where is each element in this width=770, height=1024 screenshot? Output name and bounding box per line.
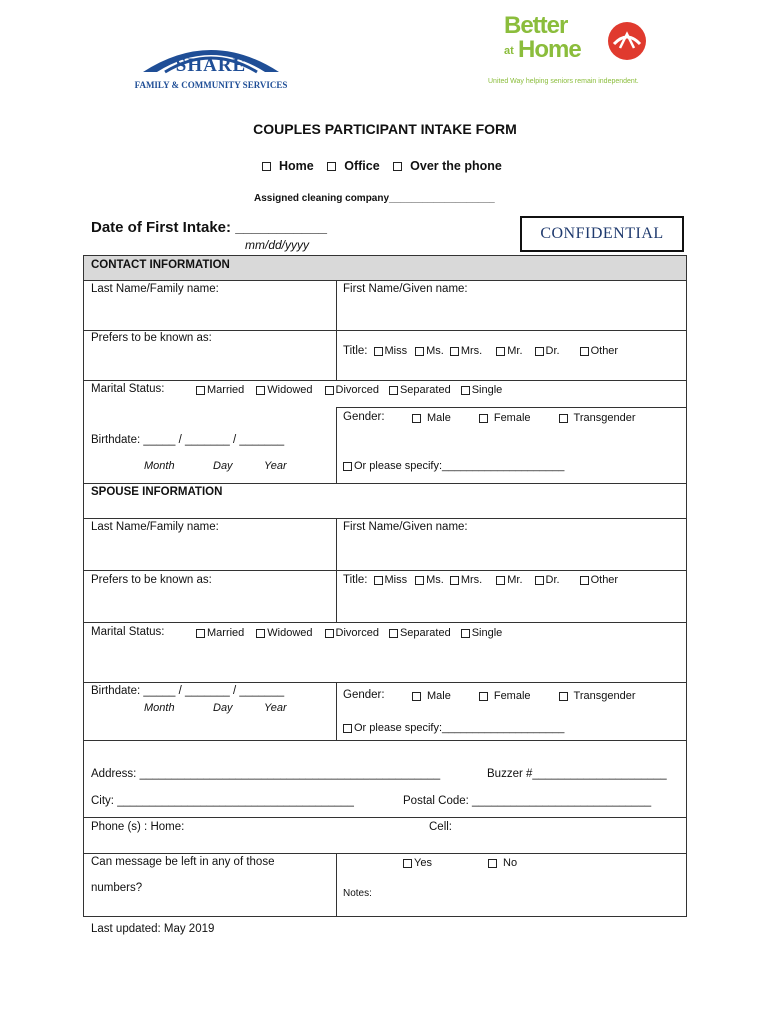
marital-option-married[interactable]: Married: [196, 384, 244, 396]
marital-option-married[interactable]: Married: [196, 627, 244, 639]
divider: [83, 380, 687, 381]
birthdate-year-label: Year: [264, 702, 287, 714]
birthdate-day-label: Day: [213, 460, 233, 472]
better-logo-line1: Better: [504, 12, 568, 39]
checkbox-icon: [256, 386, 265, 395]
spouse-first-name[interactable]: First Name/Given name:: [343, 521, 468, 533]
contact-birthdate[interactable]: Birthdate: _____ / _______ / _______: [91, 434, 285, 446]
message-question-cont: numbers?: [91, 882, 143, 894]
divider: [83, 622, 687, 623]
share-logo-name: SHARE: [175, 55, 247, 76]
contact-gender-label: Gender:: [343, 411, 385, 423]
marital-option-separated[interactable]: Separated: [389, 384, 451, 396]
marital-option-divorced[interactable]: Divorced: [325, 384, 379, 396]
buzzer-field[interactable]: Buzzer #_____________________: [487, 768, 667, 780]
assigned-cleaning-company[interactable]: Assigned cleaning company___________________: [254, 193, 495, 204]
checkbox-icon: [535, 347, 544, 356]
better-logo-at: at: [504, 45, 514, 57]
spouse-gender-label: Gender:: [343, 689, 385, 701]
checkbox-icon: [580, 347, 589, 356]
checkbox-icon: [580, 576, 589, 585]
checkbox-icon: [488, 859, 497, 868]
checkbox-icon: [559, 692, 568, 701]
date-format-hint: mm/dd/yyyy: [245, 238, 310, 252]
checkbox-icon: [412, 692, 421, 701]
divider: [83, 817, 687, 818]
contact-gender-specify[interactable]: Or please specify:____________________: [343, 460, 564, 472]
spouse-birthdate[interactable]: Birthdate: _____ / _______ / _______: [91, 685, 285, 697]
visit-options: [262, 159, 502, 174]
address-field[interactable]: Address: _______________________________________________: [91, 768, 441, 780]
birthdate-month-label: Month: [144, 702, 175, 714]
better-at-home-logo: [488, 12, 670, 92]
visit-option-home[interactable]: Home: [262, 159, 314, 173]
divider: [336, 407, 337, 483]
divider: [336, 853, 337, 917]
united-way-icon: [606, 20, 648, 62]
divider: [83, 518, 687, 519]
marital-option-divorced[interactable]: Divorced: [325, 627, 379, 639]
checkbox-icon: [343, 462, 352, 471]
marital-option-widowed[interactable]: Widowed: [256, 627, 312, 639]
checkbox-icon: [256, 629, 265, 638]
checkbox-icon: [496, 576, 505, 585]
united-way-tagline: United Way helping seniors remain independent.: [488, 78, 639, 85]
checkbox-icon: [535, 576, 544, 585]
message-option-no[interactable]: No: [488, 857, 517, 869]
phone-home-field[interactable]: Phone (s) : Home:: [91, 821, 185, 833]
divider: [336, 407, 687, 408]
contact-prefers-name[interactable]: Prefers to be known as:: [91, 332, 212, 344]
gender-option-female[interactable]: Female: [479, 412, 531, 424]
city-field[interactable]: City: _____________________________________: [91, 795, 354, 807]
divider: [83, 483, 687, 484]
spouse-section-title: SPOUSE INFORMATION: [91, 486, 223, 498]
phone-cell-field[interactable]: Cell:: [429, 821, 453, 833]
title-option-other[interactable]: Other: [580, 574, 619, 586]
marital-option-separated[interactable]: Separated: [389, 627, 451, 639]
title-option-other[interactable]: Other: [580, 345, 619, 357]
title-option-ms[interactable]: Ms.: [415, 574, 444, 586]
title-option-mrs[interactable]: Mrs.: [450, 574, 482, 586]
spouse-title-row: [343, 574, 618, 586]
marital-option-widowed[interactable]: Widowed: [256, 384, 312, 396]
checkbox-icon: [196, 629, 205, 638]
checkbox-icon: [343, 724, 352, 733]
checkbox-icon: [461, 629, 470, 638]
contact-gender-options: [412, 412, 636, 424]
contact-section-title: CONTACT INFORMATION: [91, 259, 230, 271]
checkbox-icon: [403, 859, 412, 868]
spouse-last-name[interactable]: Last Name/Family name:: [91, 521, 219, 533]
form-title: COUPLES PARTICIPANT INTAKE FORM: [253, 121, 517, 137]
message-option-yes[interactable]: Yes: [403, 857, 432, 869]
share-logo: [125, 30, 297, 95]
divider: [83, 682, 687, 683]
contact-title-label: Title:: [343, 345, 368, 357]
checkbox-icon: [374, 576, 383, 585]
divider: [336, 280, 337, 380]
checkbox-icon: [412, 414, 421, 423]
checkbox-icon: [262, 162, 271, 171]
title-option-mr[interactable]: Mr.: [496, 345, 522, 357]
confidential-label: CONFIDENTIAL: [540, 225, 664, 242]
spouse-prefers-name[interactable]: Prefers to be known as:: [91, 574, 212, 586]
checkbox-icon: [496, 347, 505, 356]
contact-marital-options: [196, 384, 502, 396]
title-option-miss[interactable]: Miss: [374, 345, 408, 357]
checkbox-icon: [415, 347, 424, 356]
postal-code-field[interactable]: Postal Code: ____________________________: [403, 795, 652, 807]
gender-option-transgender[interactable]: Transgender: [559, 690, 636, 702]
checkbox-icon: [450, 347, 459, 356]
birthdate-day-label: Day: [213, 702, 233, 714]
contact-last-name[interactable]: Last Name/Family name:: [91, 283, 219, 295]
title-option-dr[interactable]: Dr.: [535, 345, 560, 357]
visit-option-office[interactable]: Office: [327, 159, 379, 173]
checkbox-icon: [393, 162, 402, 171]
last-updated: Last updated: May 2019: [91, 923, 215, 935]
confidential-box: [520, 216, 684, 252]
title-option-mrs[interactable]: Mrs.: [450, 345, 482, 357]
title-option-miss[interactable]: Miss: [374, 574, 408, 586]
divider: [83, 570, 687, 571]
spouse-title-label: Title:: [343, 574, 368, 586]
visit-option-phone[interactable]: Over the phone: [393, 159, 502, 173]
checkbox-icon: [479, 692, 488, 701]
title-option-ms[interactable]: Ms.: [415, 345, 444, 357]
gender-option-female[interactable]: Female: [479, 690, 531, 702]
divider: [83, 853, 687, 854]
checkbox-icon: [559, 414, 568, 423]
checkbox-icon: [461, 386, 470, 395]
share-logo-subtitle: FAMILY & COMMUNITY SERVICES: [134, 80, 288, 90]
checkbox-icon: [196, 386, 205, 395]
divider: [83, 330, 687, 331]
marital-option-single[interactable]: Single: [461, 627, 503, 639]
divider: [83, 280, 687, 281]
divider: [336, 518, 337, 622]
contact-title-row: [343, 345, 618, 357]
divider: [336, 682, 337, 740]
message-question: Can message be left in any of those: [91, 856, 275, 868]
checkbox-icon: [325, 629, 334, 638]
spouse-gender-specify[interactable]: Or please specify:____________________: [343, 722, 564, 734]
checkbox-icon: [374, 347, 383, 356]
birthdate-month-label: Month: [144, 460, 175, 472]
contact-first-name[interactable]: First Name/Given name:: [343, 283, 468, 295]
birthdate-year-label: Year: [264, 460, 287, 472]
checkbox-icon: [479, 414, 488, 423]
checkbox-icon: [327, 162, 336, 171]
checkbox-icon: [389, 629, 398, 638]
spouse-gender-options: [412, 690, 636, 702]
gender-option-transgender[interactable]: Transgender: [559, 412, 636, 424]
divider: [83, 740, 687, 741]
checkbox-icon: [415, 576, 424, 585]
better-logo-line2: Home: [518, 36, 581, 63]
title-option-dr[interactable]: Dr.: [535, 574, 560, 586]
notes-field[interactable]: Notes:: [343, 888, 372, 899]
checkbox-icon: [325, 386, 334, 395]
date-first-intake[interactable]: Date of First Intake: ___________: [91, 219, 327, 236]
title-option-mr[interactable]: Mr.: [496, 574, 522, 586]
contact-marital-label: Marital Status:: [91, 383, 165, 395]
gender-option-male[interactable]: Male: [412, 690, 451, 702]
gender-option-male[interactable]: Male: [412, 412, 451, 424]
spouse-marital-label: Marital Status:: [91, 626, 165, 638]
checkbox-icon: [450, 576, 459, 585]
spouse-marital-options: [196, 627, 502, 639]
checkbox-icon: [389, 386, 398, 395]
marital-option-single[interactable]: Single: [461, 384, 503, 396]
